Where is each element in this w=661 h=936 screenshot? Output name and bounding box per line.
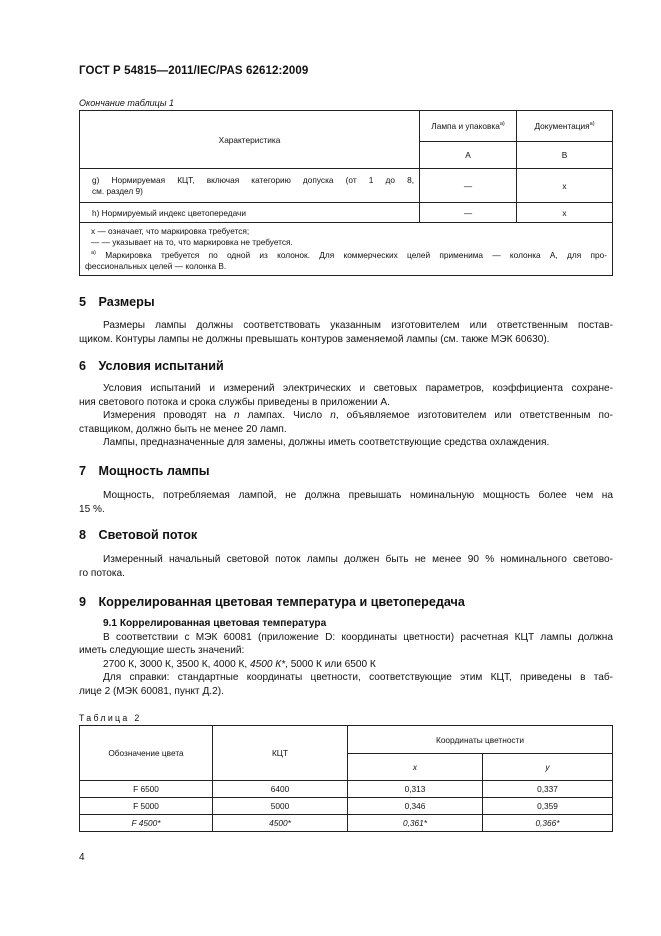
table1-row2-b: х (517, 203, 613, 223)
document-header: ГОСТ Р 54815—2011/IEC/PAS 62612:2009 (79, 65, 309, 77)
table1-notes: х — означает, что маркировка требуется; — — указывает на то, что маркировка не требуется. $^{а)}$ Маркировка требуется по одной из колонок. Для коммерческих целей применима — колонка А, для про- фессиональных целей — колонка В. (80, 223, 613, 276)
table1-subheader-b: В (517, 142, 613, 169)
section-9-heading: 9 Коррелированная цветовая температура и цветопередача (79, 595, 465, 609)
table-row: F 4500* 4500* 0,361* 0,366* (80, 815, 613, 832)
table1-caption: Окончание таблицы 1 (79, 98, 174, 108)
table1-row1-b: х (517, 169, 613, 203)
table-row: F 6500 6400 0,313 0,337 (80, 781, 613, 798)
table1-subheader-a: А (420, 142, 517, 169)
table2-header-x: x (348, 754, 483, 781)
table-row: F 5000 5000 0,346 0,359 (80, 798, 613, 815)
section-8-text: Измеренный начальный световой поток лампы должен быть не менее 90 % номинального светово- го потока. (79, 554, 613, 579)
section-6-heading: 6 Условия испытаний (79, 359, 224, 373)
table2-header-coords: Координаты цветности (348, 726, 613, 754)
section-9-text: 9.1 Коррелированная цветовая температура В соответствии с МЭК 60081 (приложение D: координаты цветности) расчетная КЦТ лампы должна иметь следующие шесть значений: 2700 К, 3000 К, 3500 К, 4000 К, 4500 К*, 5000 К или 6500 К Для справки: стандартные координаты цветности, соответствующие этим КЦТ, приведены в таб- лице 2 (МЭК 60081, пункт Д.2). (79, 618, 613, 697)
table-row (80, 169, 613, 203)
table1-row1-label-cont: см. раздел 9) (92, 185, 143, 196)
table2-caption: Таблица 2 (79, 713, 142, 723)
section-8-heading: 8 Световой поток (79, 528, 198, 542)
table-row (80, 203, 613, 223)
table2-header-cct: КЦТ (213, 726, 348, 781)
table1-header-lamp: Лампа и упаковка$^{а)}$ (420, 111, 517, 142)
section-6-text: Условия испытаний и измерений электрических и световых параметров, коэффициента сохране- ния светового потока и срока службы приведены в приложении А. Измерения проводят на n лампах. Число n, объявляемое изготовителем или ответственным по- ставщиком, должно быть не менее 20 ламп. Лампы, предназначенные для замены, должны иметь соответствующие средства охлаждения. (79, 383, 613, 449)
table1 (79, 110, 613, 276)
table2 (79, 725, 613, 832)
section-7-heading: 7 Мощность лампы (79, 464, 210, 478)
table1-header-characteristic: Характеристика (80, 111, 420, 169)
table2-header-color: Обозначение цвета (80, 726, 213, 781)
section-5-text: Размеры лампы должны соответствовать указанным изготовителем или ответственным постав- щиком. Контуры лампы не должны превышать контуров заменяемой лампы (см. также МЭК 60630). (79, 320, 613, 345)
table2-header-y: y (483, 754, 613, 781)
table1-row1-label: g) Нормируемая КЦТ, включая категорию допуска (от 1 до 8, (92, 174, 414, 185)
table1-row2-label: h) Нормируемый индекс цветопередачи (80, 203, 420, 223)
table1-row1-a: — (420, 169, 517, 203)
table1-header-docs: Документация$^{а)}$ (517, 111, 613, 142)
section-7-text: Мощность, потребляемая лампой, не должна превышать номинальную мощность более чем на 15 %. (79, 490, 613, 515)
table1-row2-a: — (420, 203, 517, 223)
subsection-9-1-heading: 9.1 Коррелированная цветовая температура (103, 618, 327, 629)
section-5-heading: 5 Размеры (79, 295, 155, 309)
page-number: 4 (79, 852, 85, 863)
